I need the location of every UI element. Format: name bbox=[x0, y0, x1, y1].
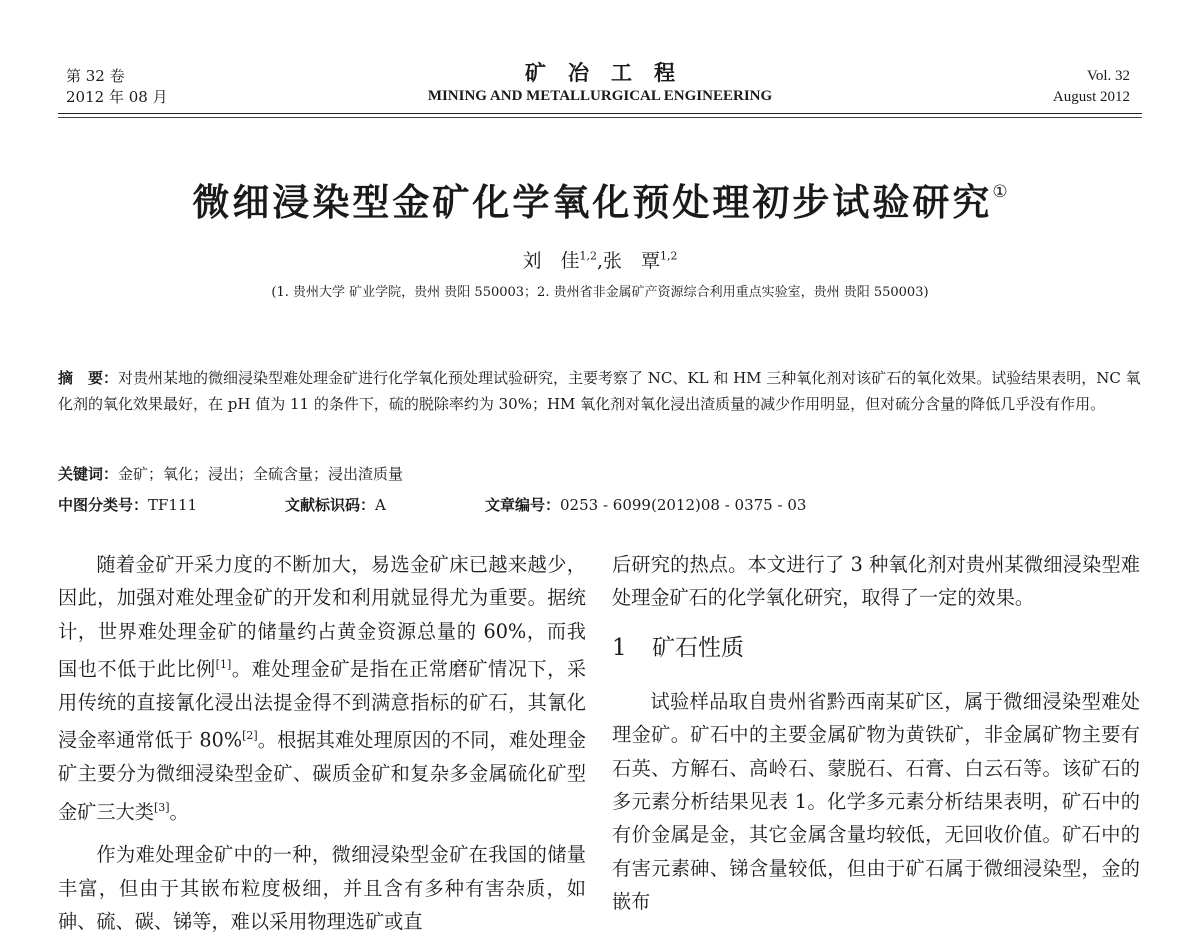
header-volume-block bbox=[66, 66, 168, 108]
journal-name-en: MINING AND METALLURGICAL ENGINEERING bbox=[427, 88, 773, 104]
body-right-column bbox=[612, 548, 1140, 929]
author-1: 刘 佳 bbox=[522, 250, 580, 272]
header-date-en: August 2012 bbox=[1052, 89, 1130, 105]
citation-1: [1] bbox=[215, 658, 232, 672]
clc-value: TF111 bbox=[148, 496, 198, 514]
doc-code-value: A bbox=[375, 496, 386, 514]
author-1-affil: 1,2 bbox=[579, 249, 597, 263]
author-line bbox=[0, 246, 1200, 273]
section-number: 1 bbox=[612, 634, 627, 661]
author-2-affil: 1,2 bbox=[660, 249, 678, 263]
clc-group bbox=[58, 496, 197, 514]
left-p1-text-a: 随着金矿开采力度的不断加大，易选金矿床已越来越少，因此，加强对难处理金矿的开发和利用就显得尤为重要。据统计，世界难处理金矿的储量约占黄金资源总量的 60%，而我国也不低于此比例 bbox=[58, 553, 586, 681]
author-separator: , bbox=[596, 250, 604, 272]
header-date: 2012 年 08 月 bbox=[66, 88, 168, 106]
header-rule-thick bbox=[58, 113, 1142, 114]
journal-name-block bbox=[350, 60, 850, 106]
header-vol-en-block bbox=[1053, 66, 1130, 108]
section-heading bbox=[612, 631, 1140, 665]
header-rule-thin bbox=[58, 117, 1142, 118]
doc-code-label: 文献标识码： bbox=[285, 496, 376, 514]
title-footnote-mark: ① bbox=[992, 182, 1008, 202]
left-paragraph-1 bbox=[58, 548, 586, 828]
article-number-value: 0253 - 6099(2012)08 - 0375 - 03 bbox=[560, 496, 807, 514]
header-volume: 第 32 卷 bbox=[66, 67, 125, 85]
citation-3: [3] bbox=[153, 800, 170, 814]
left-paragraph-2: 作为难处理金矿中的一种，微细浸染型金矿在我国的储量丰富，但由于其嵌布粒度极细，并且含有多种有害杂质，如砷、硫、碳、锑等，难以采用物理选矿或直 bbox=[58, 843, 586, 934]
journal-name-cn: 矿冶工程 bbox=[525, 60, 697, 85]
clc-label: 中图分类号： bbox=[58, 496, 149, 514]
classification-line bbox=[58, 494, 958, 516]
keywords-label: 关键词： bbox=[58, 465, 119, 483]
keywords-text: 金矿；氧化；浸出；全硫含量；浸出渣质量 bbox=[118, 465, 404, 483]
article-number-group bbox=[485, 494, 806, 516]
keywords bbox=[58, 463, 403, 485]
body-left-column bbox=[58, 548, 586, 949]
citation-2: [2] bbox=[242, 729, 258, 743]
left-p1-text-b: 。难处理金矿是指在正常磨矿情况下，采用传统的直接氰化浸出法提金得不到满意指标的矿石，其氰化浸金率通常低于 80% bbox=[58, 657, 587, 752]
affiliations: (1. 贵州大学 矿业学院，贵州 贵阳 550003；2. 贵州省非金属矿产资源综合利用重点实验室，贵州 贵阳 550003) bbox=[271, 285, 929, 300]
paper-title bbox=[0, 172, 1200, 226]
left-p1-text-d: 。 bbox=[169, 800, 189, 824]
abstract bbox=[58, 365, 1148, 417]
right-paragraph-2: 试验样品取自贵州省黔西南某矿区，属于微细浸染型难处理金矿。矿石中的主要金属矿物为黄铁矿，非金属矿物主要有石英、方解石、高岭石、蒙脱石、石膏、白云石等。该矿石的多元素分析结果见表 1。化学多元素分析结果表明，矿石中的有价金属是金，其它金属含量均较低，无回收价值。矿石中的有害元素砷、锑含量较低，但由于矿石属于微细浸染型，金的嵌布 bbox=[612, 689, 1140, 914]
section-title: 矿石性质 bbox=[652, 634, 744, 661]
header-vol-en: Vol. 32 bbox=[1086, 68, 1130, 84]
paper-title-text: 微细浸染型金矿化学氧化预处理初步试验研究 bbox=[192, 181, 993, 224]
abstract-text: 对贵州某地的微细浸染型难处理金矿进行化学氧化预处理试验研究，主要考察了 NC、KL 和 HM 三种氧化剂对该矿石的氧化效果。试验结果表明，NC 氧化剂的氧化效果最好，在 pH 值为 11 的条件下，硫的脱除率约为 30%；HM 氧化剂对氧化浸出渣质量的减少作用明显，但对硫分含量的降低几乎没有作用。 bbox=[58, 369, 1141, 413]
doc-code-group bbox=[285, 494, 386, 516]
article-number-label: 文章编号： bbox=[485, 496, 561, 514]
left-p1-text-c: 。根据其难处理原因的不同，难处理金矿主要分为微细浸染型金矿、碳质金矿和复杂多金属硫化矿型金矿三大类 bbox=[58, 728, 587, 824]
abstract-label: 摘 要： bbox=[58, 369, 119, 387]
right-paragraph-1: 后研究的热点。本文进行了 3 种氧化剂对贵州某微细浸染型难处理金矿石的化学氧化研究，取得了一定的效果。 bbox=[612, 553, 1140, 610]
author-2: 张 覃 bbox=[603, 250, 661, 272]
